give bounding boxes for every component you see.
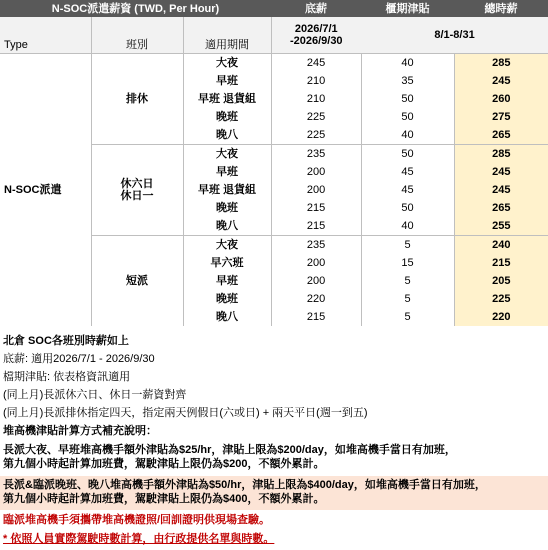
group-label: 排休 <box>91 54 183 145</box>
total-cell: 225 <box>454 290 548 308</box>
allowance-cell: 40 <box>361 217 454 236</box>
note-forklift-evening-a: 長派&臨派晚班、晚八堆高機手額外津貼為$50/hr，津貼上限為$400/day，如堆高機手當日有加班， <box>3 479 486 491</box>
allowance-cell: 5 <box>361 290 454 308</box>
note-forklift-long-a: 長派大夜、早班堆高機手額外津貼為$25/hr，津貼上限為$200/day，如堆高機手當日有加班， <box>3 444 456 456</box>
shift-cell: 早班 <box>183 72 271 90</box>
shift-cell: 早班 退貨組 <box>183 181 271 199</box>
total-cell: 275 <box>454 108 548 126</box>
allowance-cell: 40 <box>361 54 454 73</box>
note-allowance: 檔期津貼: 依表格資訊適用 <box>3 371 131 383</box>
note-forklift-long <box>0 441 548 476</box>
shift-cell: 晚八 <box>183 217 271 236</box>
note-title: 北倉 SOC各班別時薪如上 <box>3 335 129 347</box>
shift-cell: 晚八 <box>183 308 271 326</box>
group-label <box>91 145 183 236</box>
group-label-line2: 休日一 <box>120 190 154 202</box>
base-cell: 215 <box>271 199 361 217</box>
shift-cell: 晚八 <box>183 126 271 145</box>
base-cell: 200 <box>271 272 361 290</box>
note-hours-text: * 依照人員實際駕駛時數計算，由行政提供名單與時數。 <box>3 533 275 545</box>
note-weekend: (同上月)長派休六日、休日一薪資對齊 <box>3 389 187 401</box>
base-period-line1: 2026/7/1 <box>294 23 338 35</box>
allowance-cell: 50 <box>361 90 454 108</box>
shift-cell: 早班 退貨組 <box>183 90 271 108</box>
base-cell: 225 <box>271 108 361 126</box>
base-cell: 225 <box>271 126 361 145</box>
base-cell: 210 <box>271 90 361 108</box>
allowance-cell: 35 <box>361 72 454 90</box>
table-title: N-SOC派遣薪資 (TWD, Per Hour) <box>0 0 271 17</box>
base-cell: 220 <box>271 290 361 308</box>
total-cell: 245 <box>454 163 548 181</box>
total-header: 總時薪 <box>454 0 548 17</box>
base-cell: 200 <box>271 254 361 272</box>
group-label: 短派 <box>91 236 183 327</box>
total-cell: 285 <box>454 145 548 164</box>
shift-cell: 早班 <box>183 272 271 290</box>
rate-body <box>0 54 548 327</box>
base-cell: 245 <box>271 54 361 73</box>
base-cell: 235 <box>271 145 361 164</box>
total-cell: 285 <box>454 54 548 73</box>
base-header: 底薪 <box>271 0 361 17</box>
total-period: 8/1-8/31 <box>361 17 548 54</box>
type-cell: N-SOC派遣 <box>4 184 62 196</box>
note-hours <box>0 530 548 548</box>
total-cell: 265 <box>454 126 548 145</box>
note-days-off: (同上月)長派排休指定四天，指定兩天例假日(六或日) + 兩天平日(週一到五) <box>3 407 368 419</box>
note-forklift-title: 堆高機津貼計算方式補充說明： <box>3 425 157 437</box>
allowance-cell: 45 <box>361 181 454 199</box>
subheader-row <box>0 17 548 54</box>
allowance-cell: 5 <box>361 272 454 290</box>
allowance-cell: 50 <box>361 108 454 126</box>
shift-cell: 早班 <box>183 163 271 181</box>
col-period: 適用期間 <box>183 17 271 54</box>
note-forklift-evening <box>0 476 548 510</box>
total-cell: 245 <box>454 181 548 199</box>
allowance-header: 櫃期津貼 <box>361 0 454 17</box>
header-row <box>0 0 548 17</box>
shift-cell: 晚班 <box>183 199 271 217</box>
allowance-cell: 40 <box>361 126 454 145</box>
note-base: 底薪: 適用2026/7/1 - 2026/9/30 <box>3 353 155 365</box>
allowance-cell: 45 <box>361 163 454 181</box>
total-cell: 205 <box>454 272 548 290</box>
table-row <box>0 54 548 73</box>
total-cell: 215 <box>454 254 548 272</box>
note-forklift-long-b: 第九個小時起計算加班費，駕駛津貼上限仍為$200，不額外累計。 <box>3 458 325 470</box>
base-cell: 200 <box>271 163 361 181</box>
shift-cell: 晚班 <box>183 108 271 126</box>
allowance-cell: 5 <box>361 236 454 255</box>
shift-cell: 大夜 <box>183 236 271 255</box>
group-label-line1: 休六日 <box>120 178 154 190</box>
note-forklift-evening-b: 第九個小時起計算加班費，駕駛津貼上限仍為$400，不額外累計。 <box>3 493 325 505</box>
allowance-cell: 5 <box>361 308 454 326</box>
note-license: 臨派堆高機手須攜帶堆高機證照/回訓證明供現場查驗。 <box>3 514 271 526</box>
total-cell: 265 <box>454 199 548 217</box>
allowance-cell: 15 <box>361 254 454 272</box>
col-class: 班別 <box>91 17 183 54</box>
allowance-cell: 50 <box>361 199 454 217</box>
shift-cell: 早六班 <box>183 254 271 272</box>
base-cell: 215 <box>271 217 361 236</box>
allowance-cell: 50 <box>361 145 454 164</box>
base-cell: 200 <box>271 181 361 199</box>
total-cell: 255 <box>454 217 548 236</box>
shift-cell: 大夜 <box>183 145 271 164</box>
total-cell: 245 <box>454 72 548 90</box>
base-cell: 215 <box>271 308 361 326</box>
notes <box>0 332 548 548</box>
shift-cell: 大夜 <box>183 54 271 73</box>
shift-cell: 晚班 <box>183 290 271 308</box>
base-period-line2: -2026/9/30 <box>289 35 343 47</box>
col-type: Type <box>0 17 91 54</box>
total-cell: 240 <box>454 236 548 255</box>
total-cell: 260 <box>454 90 548 108</box>
base-period <box>271 17 361 54</box>
base-cell: 210 <box>271 72 361 90</box>
total-cell: 220 <box>454 308 548 326</box>
base-cell: 235 <box>271 236 361 255</box>
